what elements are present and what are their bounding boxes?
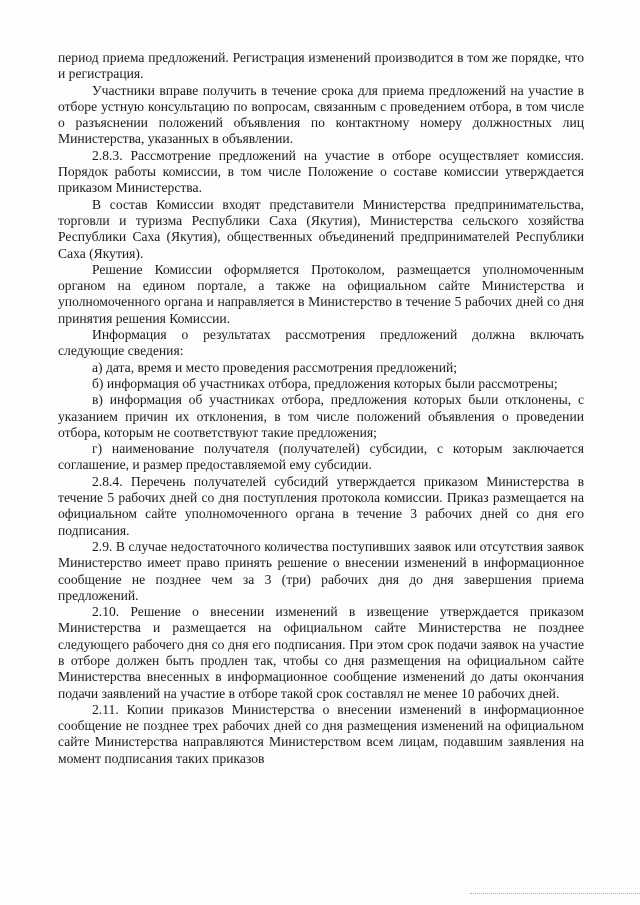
paragraph-commission-composition: В состав Комиссии входят представители Министерства предпринимательства, торговли и туризма Республики Саха (Якутия), Министерства сельского хозяйства Республики Саха (Якутия), общественных объединений предпринимателей Республики Саха (Якутия). [58, 196, 584, 261]
list-item-g: г) наименование получателя (получателей) субсидии, с которым заключается соглашение, и размер предоставляемой ему субсидии. [58, 441, 584, 473]
paragraph-commission-decision: Решение Комиссии оформляется Протоколом, размещается уполномоченным органом на едином портале, а также на официальном сайте Министерства и уполномоченного органа и направляется в Министерство в течение 5 рабочих дней со дня принятия решения Комиссии. [58, 261, 584, 326]
paragraph-2-11: 2.11. Копии приказов Министерства о внесении изменений в информационное сообщение не позднее трех рабочих дней со дня размещения изменений на официальном сайте Министерства направляются Министерством всем лицам, подавшим заявления на момент подписания таких приказов [58, 701, 584, 766]
paragraph-2-8-3: 2.8.3. Рассмотрение предложений на участие в отборе осуществляет комиссия. Порядок работы комиссии, в том числе Положение о составе комиссии утверждается приказом Министерства. [58, 147, 584, 196]
paragraph-continuation: период приема предложений. Регистрация изменений производится в том же порядке, что и регистрация. [58, 50, 584, 82]
scan-edge-divider [470, 893, 640, 894]
list-item-b: б) информация об участниках отбора, предложения которых были рассмотрены; [92, 375, 558, 391]
paragraph-2-10: 2.10. Решение о внесении изменений в извещение утверждается приказом Министерства и размещается на официальном сайте Министерства не позднее следующего рабочего дня со дня его подписания. При этом срок подачи заявок на участие в отборе должен быть продлен так, чтобы со дня размещения на официальном сайте Министерства внесенных в информационное сообщение изменений до даты окончания подачи заявлений на участие в отборе такой срок составлял не менее 10 рабочих дней. [58, 604, 584, 701]
document-body [58, 50, 584, 767]
paragraph-results-info: Информация о результатах рассмотрения предложений должна включать следующие сведения: [58, 327, 584, 359]
list-item-v: в) информация об участниках отбора, предложения которых были отклонены, с указанием причин их отклонения, в том числе положений объявления о проведении отбора, которым не соответствуют такие предложения; [58, 392, 584, 440]
paragraph-consultation: Участники вправе получить в течение срока для приема предложений на участие в отборе устную консультацию по вопросам, связанным с проведением отбора, в том числе о разъяснении положений объявления по контактному номеру должностных лиц Министерства, указанных в объявлении. [58, 82, 584, 147]
list-item-a: а) дата, время и место проведения рассмотрения предложений; [92, 359, 458, 375]
paragraph-2-9: 2.9. В случае недостаточного количества поступивших заявок или отсутствия заявок Министерство имеет право принять решение о внесении изменений в информационное сообщение не позднее чем за 3 (три) рабочих дня до дня завершения приема предложений. [58, 538, 584, 603]
paragraph-2-8-4: 2.8.4. Перечень получателей субсидий утверждается приказом Министерства в течение 5 рабочих дней со дня поступления протокола комиссии. Приказ размещается на официальном сайте уполномоченного органа в течение 3 рабочих дней со дня его подписания. [58, 473, 584, 538]
